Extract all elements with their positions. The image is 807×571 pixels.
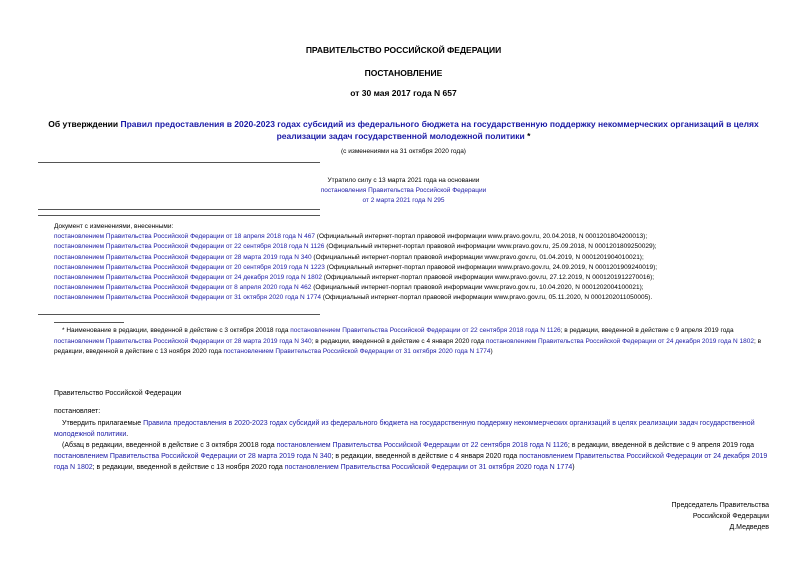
edition-text: ) <box>572 464 575 471</box>
list-item <box>54 263 774 273</box>
list-item <box>54 232 774 242</box>
amendment-link[interactable]: постановлением Правительства Российской Федерации от 20 сентября 2019 года N 1223 <box>54 263 325 271</box>
expired-text: Утратило силу с 13 марта 2021 года на основании <box>327 177 480 184</box>
title-suffix: * <box>524 131 531 141</box>
amendment-link[interactable]: постановлением Правительства Российской Федерации от 24 декабря 2019 года N 1802 <box>54 274 322 282</box>
title-prefix: Об утверждении <box>48 119 121 129</box>
document-title <box>40 118 767 142</box>
changes-note: (с изменениями на 31 октября 2020 года) <box>341 148 466 155</box>
amendment-source: (Официальный интернет-портал правовой информации www.pravo.gov.ru, 10.04.2020, N 0001202004100021); <box>311 284 644 292</box>
divider <box>38 162 320 163</box>
signature-title: Председатель Правительства <box>671 502 769 509</box>
list-item <box>54 273 774 283</box>
amendment-source: (Официальный интернет-портал правовой информации www.pravo.gov.ru, 01.04.2019, N 0001201904010021); <box>311 253 644 261</box>
footnote-text: ; в редакции, введенной в действие с 13 ноября 2020 года <box>54 337 762 355</box>
signature-name: Д.Медведев <box>729 524 769 531</box>
title-rules-link[interactable]: Правил предоставления в 2020-2023 годах субсидий из федерального бюджета на государственную поддержку некоммерческих организаций в целях реализации задач государственной молодежной политики <box>120 119 759 141</box>
amendment-link[interactable]: постановлением Правительства Российской Федерации от 18 апреля 2018 года N 467 <box>54 233 315 241</box>
divider <box>38 209 320 210</box>
edition-text: (Абзац в редакции, введенной в действие с 3 октября 20018 года <box>62 442 277 449</box>
amendment-source: (Официальный интернет-портал правовой информации www.pravo.gov.ru, 24.09.2019, N 0001201909240019); <box>324 263 658 271</box>
edition-text: ; в редакции, введенной в действие с 4 января 2020 года <box>331 453 520 460</box>
amendment-link[interactable]: постановлением Правительства Российской Федерации от 8 апреля 2020 года N 462 <box>54 284 312 292</box>
footnote-text: ) <box>490 348 493 355</box>
body-government: Правительство Российской Федерации <box>54 390 182 397</box>
list-item <box>54 242 774 252</box>
expired-notice <box>0 176 807 206</box>
body-edition-note <box>54 440 769 473</box>
approve-rules-link[interactable]: Правила предоставления в 2020-2023 годах субсидий из федерального бюджета на государственную поддержку некоммерческих организаций в целях реализации задач государственной молодежной политики <box>54 420 755 438</box>
edition-link[interactable]: постановлением Правительства Российской Федерации от 31 октября 2020 года N 1774 <box>284 464 573 471</box>
amendment-source: (Официальный интернет-портал правовой информации www.pravo.gov.ru, 27.12.2019, N 0001201912270016); <box>321 274 655 282</box>
signature-block <box>672 500 769 533</box>
list-item <box>54 253 774 263</box>
footnote-link[interactable]: постановлением Правительства Российской Федерации от 22 сентября 2018 года N 1126 <box>290 327 561 334</box>
amendments-heading: Документ с изменениями, внесенными: <box>54 223 174 230</box>
edition-link[interactable]: постановлением Правительства Российской Федерации от 22 сентября 2018 года N 1126 <box>276 442 568 449</box>
edition-link[interactable]: постановлением Правительства Российской Федерации от 28 марта 2019 года N 340 <box>54 453 332 460</box>
expired-link[interactable]: постановления Правительства Российской Федерации <box>320 187 487 194</box>
edition-text: ; в редакции, введенной в действие с 9 апреля 2019 года <box>567 442 755 449</box>
footnote-divider <box>54 322 124 323</box>
footnote-text: ; в редакции, введенной в действие с 4 января 2020 года <box>311 337 487 345</box>
header-document-type: ПОСТАНОВЛЕНИЕ <box>364 68 443 78</box>
expired-link-date[interactable]: от 2 марта 2021 года N 295 <box>362 197 445 204</box>
header-government: ПРАВИТЕЛЬСТВО РОССИЙСКОЙ ФЕДЕРАЦИИ <box>305 45 502 55</box>
footnote-link[interactable]: постановлением Правительства Российской Федерации от 28 марта 2019 года N 340 <box>54 337 312 345</box>
divider <box>38 314 320 315</box>
footnote <box>54 326 769 358</box>
amendment-source: (Официальный интернет-портал правовой информации www.pravo.gov.ru, 25.09.2018, N 0001201809250029); <box>324 243 657 251</box>
body-approve-paragraph <box>54 418 769 440</box>
edition-text: ; в редакции, введенной в действие с 13 ноября 2020 года <box>92 464 285 471</box>
approve-text: . <box>126 431 129 438</box>
list-item <box>54 283 774 293</box>
amendments-list <box>54 222 774 304</box>
body-resolves: постановляет: <box>54 408 101 415</box>
amendment-link[interactable]: постановлением Правительства Российской Федерации от 22 сентября 2018 года N 1126 <box>54 243 325 251</box>
amendment-source: (Официальный интернет-портал правовой информации www.pravo.gov.ru, 05.11.2020, N 0001202011050005). <box>320 294 653 302</box>
signature-org: Российской Федерации <box>692 513 769 520</box>
footnote-text: ; в редакции, введенной в действие с 9 апреля 2019 года <box>560 327 734 334</box>
footnote-text: * Наименование в редакции, введенной в действие с 3 октября 20018 года <box>62 327 291 334</box>
approve-text: Утвердить прилагаемые <box>62 420 144 427</box>
footnote-link[interactable]: постановлением Правительства Российской Федерации от 31 октября 2020 года N 1774 <box>223 348 491 355</box>
edition-link[interactable]: постановлением Правительства Российской Федерации от 24 декабря 2019 года N 1802 <box>54 453 768 471</box>
divider <box>38 215 320 216</box>
footnote-link[interactable]: постановлением Правительства Российской Федерации от 24 декабря 2019 года N 1802 <box>486 337 754 345</box>
header-date-number: от 30 мая 2017 года N 657 <box>350 88 457 98</box>
list-item <box>54 293 774 303</box>
amendment-link[interactable]: постановлением Правительства Российской Федерации от 28 марта 2019 года N 340 <box>54 253 312 261</box>
amendment-source: (Официальный интернет-портал правовой информации www.pravo.gov.ru, 20.04.2018, N 0001201804200013); <box>315 233 648 241</box>
amendment-link[interactable]: постановлением Правительства Российской Федерации от 31 октября 2020 года N 1774 <box>54 294 321 302</box>
